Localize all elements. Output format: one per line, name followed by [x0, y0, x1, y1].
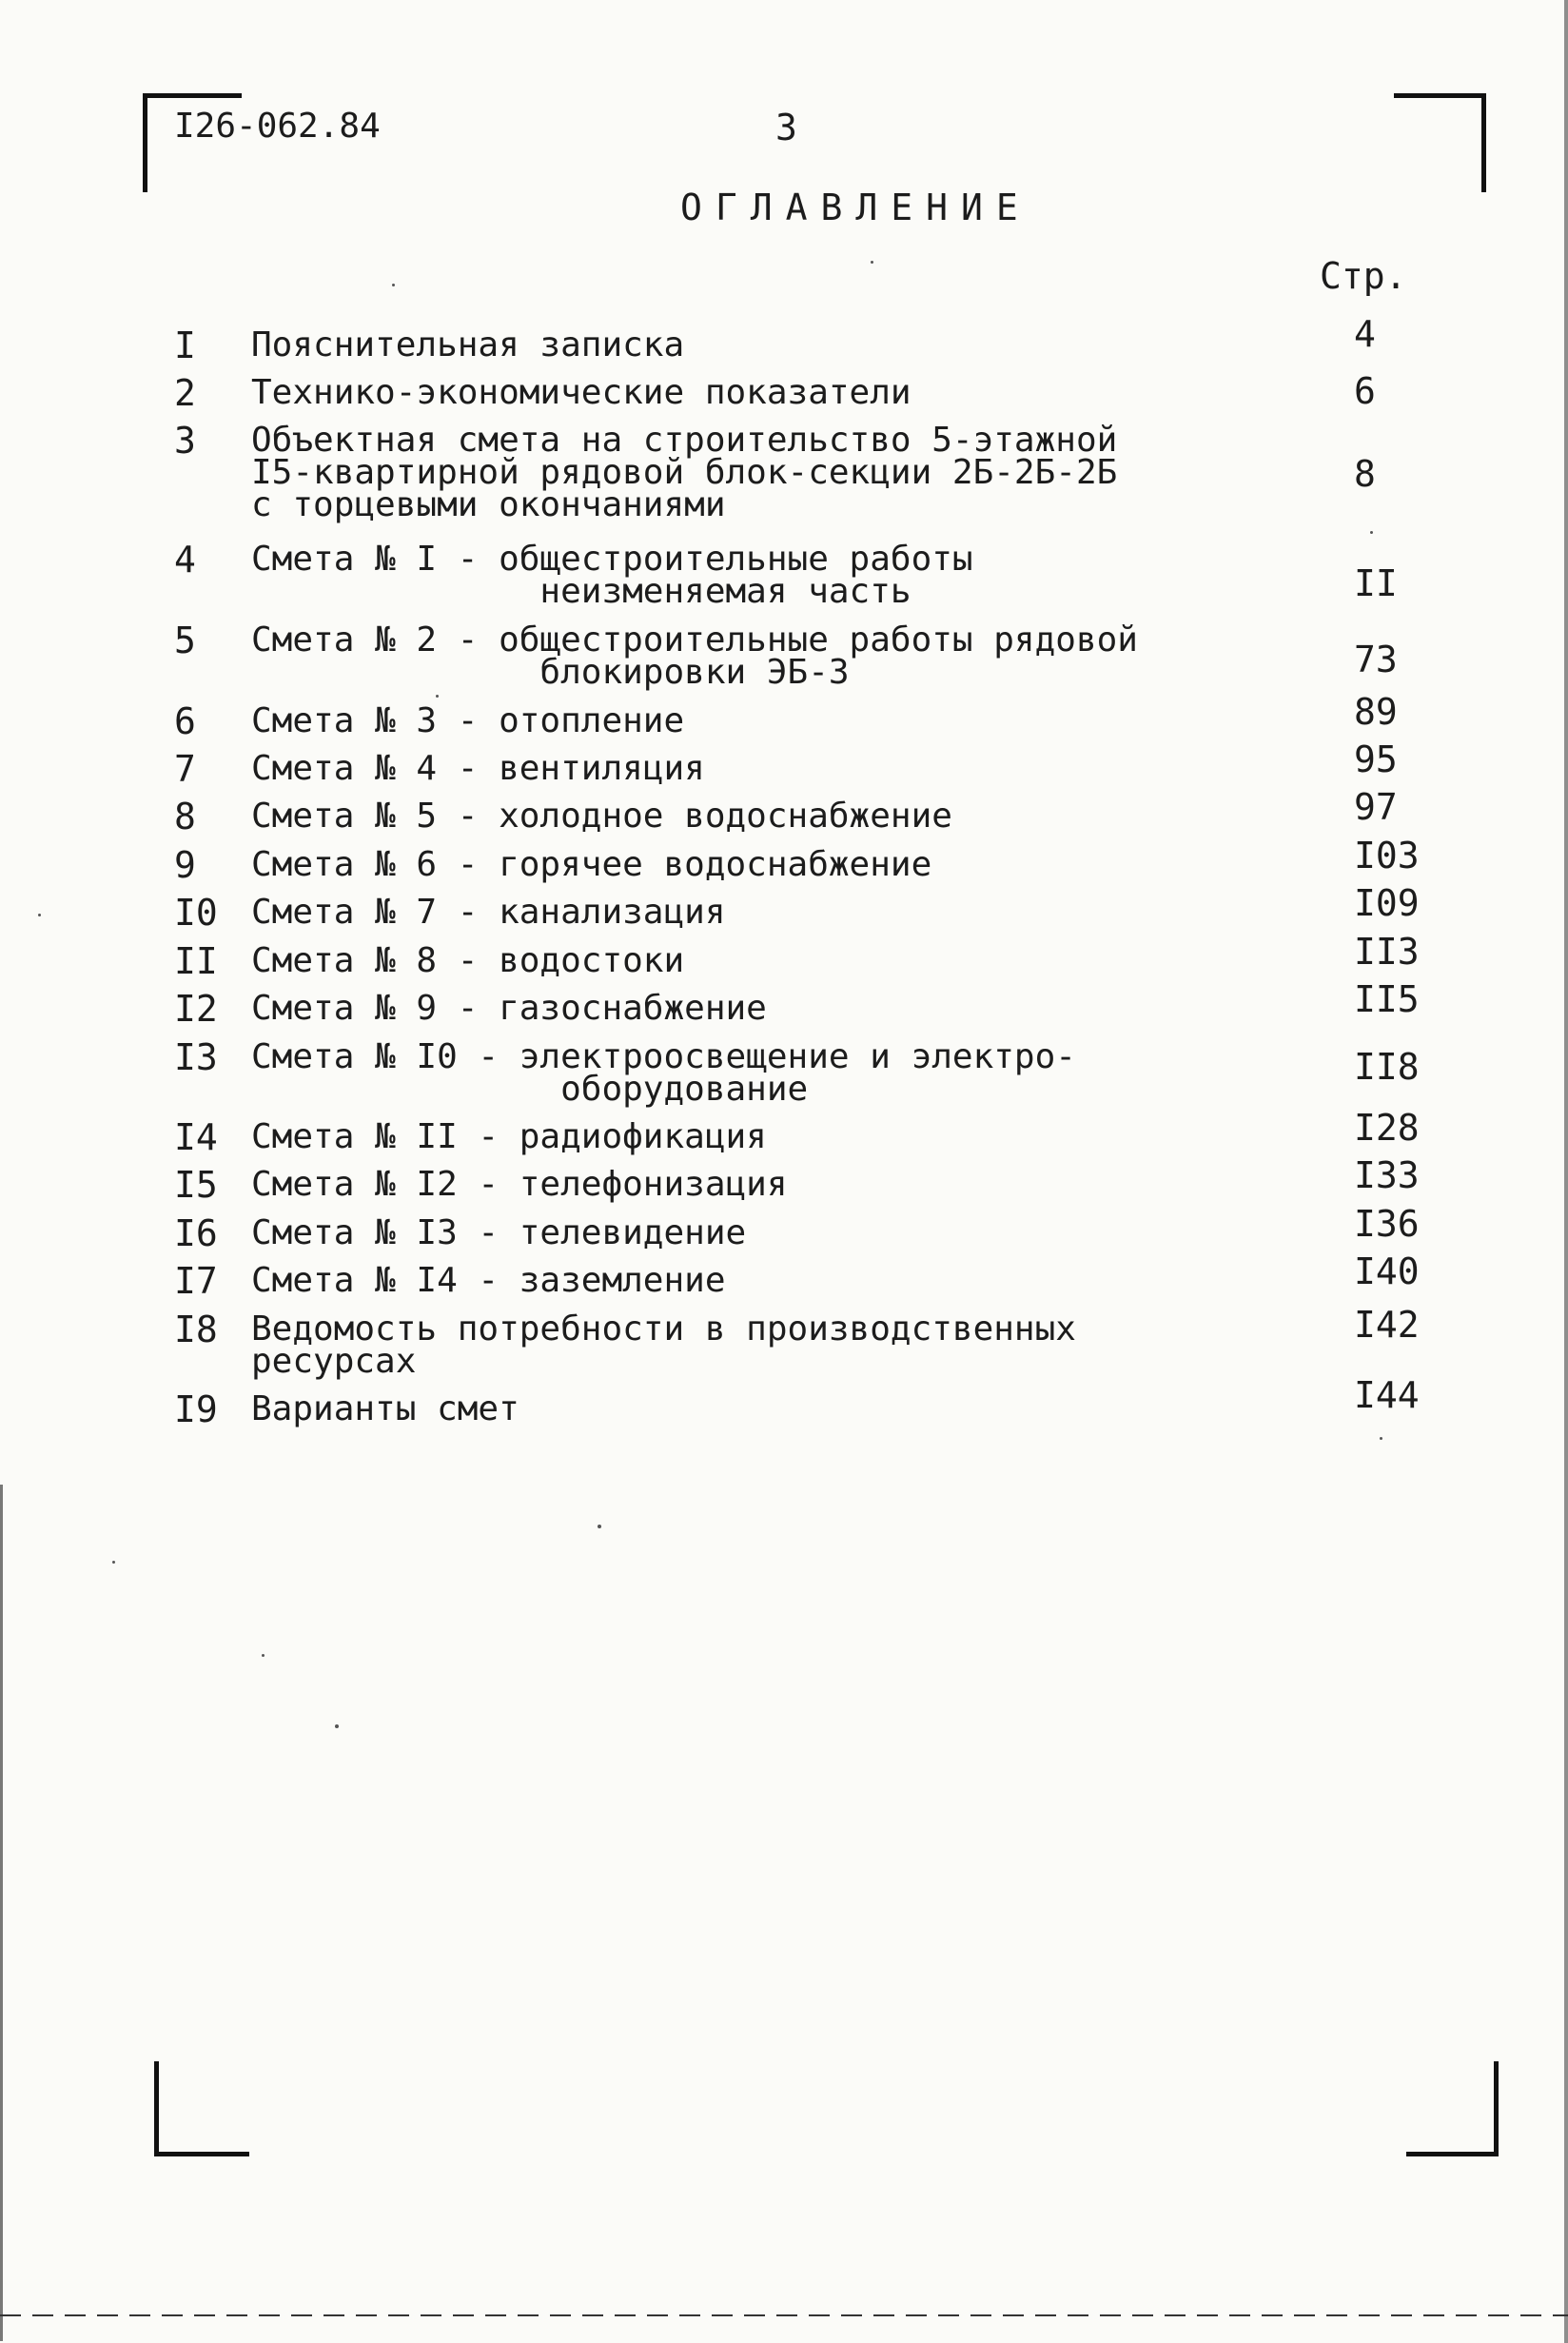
- corner-bracket-top-left-horizontal: [143, 93, 242, 98]
- corner-bracket-bottom-right-horizontal: [1406, 2152, 1499, 2156]
- toc-item-number: 3: [174, 420, 196, 462]
- toc-item-page: I44: [1354, 1374, 1420, 1416]
- toc-item-page: I40: [1354, 1250, 1420, 1292]
- toc-item-page: I03: [1354, 835, 1420, 876]
- toc-item-title-line: с торцевыми окончаниями: [251, 485, 726, 524]
- toc-item-title: [251, 1165, 1279, 1204]
- toc-item-title-line: Смета № II - радиофикация: [251, 1117, 767, 1156]
- scan-speck: [436, 695, 439, 698]
- toc-item-title: [251, 989, 1279, 1028]
- toc-item-title-line: Смета № 5 - холодное водоснабжение: [251, 797, 952, 836]
- toc-item-title: [251, 1037, 1279, 1109]
- toc-item-title-line: Смета № 7 - канализация: [251, 893, 726, 932]
- toc-item-title: [251, 540, 1279, 611]
- toc-item-title-line: Смета № 6 - горячее водоснабжение: [251, 845, 932, 884]
- toc-item-page: 73: [1354, 639, 1398, 680]
- toc-item-title-line: блокировки ЭБ-3: [251, 653, 850, 692]
- toc-item-title-line: Смета № I - общестроительные работы: [251, 540, 973, 579]
- corner-bracket-top-right-vertical: [1481, 93, 1486, 192]
- toc-item-page: II5: [1354, 978, 1420, 1020]
- corner-bracket-bottom-left-vertical: [154, 2061, 159, 2156]
- toc-item-page: I42: [1354, 1304, 1420, 1346]
- page-title: ОГЛАВЛЕНИЕ: [680, 187, 1031, 228]
- toc-item-title-line: Ведомость потребности в производственных: [251, 1309, 1076, 1349]
- toc-item-number: 2: [174, 372, 196, 414]
- toc-item-title: [251, 1309, 1279, 1381]
- scan-edge-right: [1564, 0, 1568, 2343]
- scan-speck: [38, 914, 41, 916]
- toc-item-number: 8: [174, 796, 196, 837]
- toc-item-title-line: Смета № I3 - телевидение: [251, 1213, 747, 1252]
- scan-speck: [598, 1525, 601, 1528]
- toc-item-page: 95: [1354, 738, 1398, 780]
- toc-item-title-line: ресурсах: [251, 1342, 417, 1381]
- toc-item-page: 4: [1354, 313, 1376, 355]
- toc-item-title-line: Смета № I2 - телефонизация: [251, 1165, 788, 1204]
- toc-item-page: II: [1354, 562, 1398, 604]
- toc-item-page: II3: [1354, 931, 1420, 973]
- toc-item-title-line: оборудование: [251, 1070, 809, 1109]
- toc-item-number: 9: [174, 844, 196, 886]
- scan-speck: [871, 261, 873, 264]
- toc-item-title: [251, 1213, 1279, 1252]
- toc-item-title-line: Смета № 9 - газоснабжение: [251, 989, 767, 1028]
- toc-item-number: I8: [174, 1309, 218, 1350]
- toc-item-number: I9: [174, 1388, 218, 1430]
- toc-item-number: I5: [174, 1164, 218, 1206]
- toc-item-title: [251, 421, 1279, 524]
- scan-edge-left: [0, 1485, 3, 2341]
- toc-item-page: II8: [1354, 1046, 1420, 1088]
- toc-item-title: [251, 797, 1279, 836]
- scan-speck: [392, 284, 395, 286]
- toc-item-title-line: неизменяемая часть: [251, 572, 911, 611]
- toc-item-title-line: Смета № 2 - общестроительные работы рядовой: [251, 620, 1138, 660]
- toc-item-number: I6: [174, 1212, 218, 1254]
- toc-item-page: I36: [1354, 1203, 1420, 1245]
- page-number: 3: [775, 107, 797, 148]
- toc-item-title: [251, 1389, 1279, 1428]
- toc-item-number: I: [174, 325, 196, 366]
- toc-item-number: II: [174, 940, 218, 982]
- toc-item-page: I33: [1354, 1154, 1420, 1196]
- toc-item-number: I7: [174, 1260, 218, 1302]
- toc-item-title-line: Смета № 3 - отопление: [251, 701, 685, 740]
- toc-item-title-line: Технико-экономические показатели: [251, 373, 911, 412]
- document-code: I26-062.84: [174, 107, 381, 146]
- toc-item-number: I4: [174, 1116, 218, 1158]
- scan-speck: [1380, 1437, 1382, 1440]
- toc-item-title: [251, 1261, 1279, 1300]
- toc-item-title-line: I5-квартирной рядовой блок-секции 2Б-2Б-2Б: [251, 453, 1118, 492]
- toc-item-title: [251, 620, 1279, 692]
- toc-item-title: [251, 749, 1279, 788]
- scan-speck: [112, 1561, 115, 1564]
- toc-item-number: 6: [174, 700, 196, 742]
- toc-item-title-line: Смета № I4 - заземление: [251, 1261, 726, 1300]
- scan-speck: [262, 1654, 265, 1657]
- toc-item-page: 6: [1354, 370, 1376, 412]
- page-column-label: Стр.: [1320, 255, 1407, 297]
- toc-item-title: [251, 845, 1279, 884]
- scan-speck: [335, 1724, 339, 1728]
- toc-item-title-line: Смета № I0 - электроосвещение и электро-: [251, 1037, 1076, 1076]
- toc-item-title: [251, 373, 1279, 412]
- corner-bracket-top-right-horizontal: [1394, 93, 1486, 98]
- toc-item-page: I28: [1354, 1107, 1420, 1149]
- corner-bracket-bottom-right-vertical: [1494, 2061, 1499, 2156]
- toc-item-title: [251, 893, 1279, 932]
- scan-speck: [1370, 531, 1373, 534]
- toc-item-title: [251, 701, 1279, 740]
- toc-item-number: 5: [174, 620, 196, 661]
- toc-item-number: I3: [174, 1036, 218, 1078]
- toc-item-number: I2: [174, 988, 218, 1030]
- toc-item-number: 7: [174, 748, 196, 790]
- toc-item-title-line: Смета № 8 - водостоки: [251, 941, 685, 980]
- toc-item-page: 97: [1354, 786, 1398, 828]
- toc-item-page: 89: [1354, 691, 1398, 733]
- toc-item-page: 8: [1354, 453, 1376, 495]
- scan-dashed-line: [0, 2314, 1568, 2316]
- toc-item-title-line: Объектная смета на строительство 5-этажной: [251, 421, 1118, 460]
- toc-item-title-line: Варианты смет: [251, 1389, 519, 1428]
- corner-bracket-top-left-vertical: [143, 93, 147, 192]
- toc-item-title: [251, 1117, 1279, 1156]
- toc-item-number: 4: [174, 539, 196, 581]
- toc-item-title-line: Смета № 4 - вентиляция: [251, 749, 705, 788]
- toc-item-title-line: Пояснительная записка: [251, 325, 685, 364]
- corner-bracket-bottom-left-horizontal: [154, 2152, 249, 2156]
- toc-item-title: [251, 325, 1279, 364]
- toc-item-title: [251, 941, 1279, 980]
- toc-item-page: I09: [1354, 882, 1420, 924]
- toc-item-number: I0: [174, 892, 218, 934]
